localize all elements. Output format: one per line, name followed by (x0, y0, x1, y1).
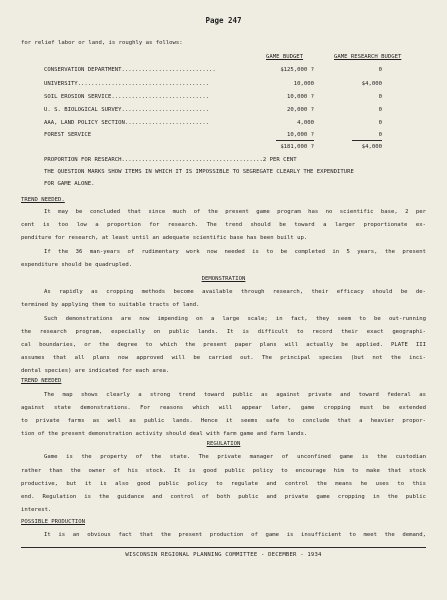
table-row (0, 66, 447, 74)
paragraph-line: penditure for research, at least until an adequate scientific base has been built up. (21, 235, 308, 241)
paragraph-line: rather than the owner of his stock. It is good public policy to encourage him to make that stock (21, 468, 426, 474)
heading-trend-needed: TREND NEEDED. (21, 197, 65, 203)
note-line: FOR GAME ALONE. (44, 181, 95, 187)
paragraph-line: Such demonstrations are now impending on a large scale; in fact, they seem to be out-running (44, 316, 426, 322)
game-budget-value: 4,000 (297, 120, 314, 126)
paragraph-line: to private farms as well as public lands. Hence it seems safe to conclude that a heavier propor- (21, 418, 426, 424)
paragraph-line: If the 36 man-years of rudimentary work now needed is to be completed in 5 years, the present (44, 249, 426, 255)
game-budget-value: $125,000 ? (280, 67, 314, 73)
paragraph-line: end. Regulation is the guidance and control of both public and private game cropping in the public (21, 494, 426, 500)
heading-demonstration: DEMONSTRATION (201, 276, 246, 282)
paragraph-line: the research program, especially on public lands. It is difficult to record their exact geographi- (21, 329, 426, 335)
research-budget-value: $4,000 (361, 81, 382, 87)
game-budget-value: 10,000 ? (287, 132, 314, 138)
table-total-row (0, 143, 447, 151)
paragraph-line: assumes that all plans now approved will be carried out. The principal species (but not the inci- (21, 355, 426, 361)
game-budget-header: GAME BUDGET (266, 54, 304, 60)
table-row (0, 131, 447, 139)
table-row (0, 119, 447, 127)
game-budget-value: 10,000 (293, 81, 314, 87)
heading-possible-production: POSSIBLE PRODUCTION (21, 519, 85, 525)
agency-name: CONSERVATION DEPARTMENT............................ (44, 67, 216, 73)
paragraph-line: interest. (21, 507, 52, 513)
footer-divider (21, 547, 426, 548)
total-rule-research (352, 140, 382, 141)
page-footer: WISCONSIN REGIONAL PLANNING COMMITTEE - DECEMBER - 1934 (125, 552, 322, 558)
paragraph-line: It is an obvious fact that the present production of game is insufficient to meet the demand, (44, 532, 426, 538)
agency-name: AAA, LAND POLICY SECTION......................... (44, 120, 210, 126)
agency-name: U. S. BIOLOGICAL SURVEY.......................... (44, 107, 210, 113)
budget-table-header (0, 53, 447, 61)
research-budget-header: GAME RESEARCH BUDGET (334, 54, 402, 60)
paragraph-line: The map shows clearly a strong trend toward public as against private and toward federal as (44, 392, 426, 398)
heading-trend-needed-2: TREND NEEDED (21, 378, 62, 384)
game-budget-total: $181,000 ? (280, 144, 314, 150)
research-budget-value: 0 (378, 94, 382, 100)
research-budget-value: 0 (378, 120, 382, 126)
agency-name: FOREST SERVICE (44, 132, 92, 138)
research-budget-value: 0 (378, 132, 382, 138)
research-budget-value: 0 (378, 67, 382, 73)
proportion-line: PROPORTION FOR RESEARCH..........................................2 PER CENT (44, 157, 297, 163)
intro-line: for relief labor or land, is roughly as follows: (21, 40, 183, 46)
paragraph-line: termined by applying them to suitable tracts of land. (21, 302, 200, 308)
total-rule-game (276, 140, 314, 141)
table-row (0, 80, 447, 88)
agency-name: UNIVERSITY....................................... (44, 81, 210, 87)
paragraph-line: It may be concluded that since much of the present game program has no scientific base, 2 per (44, 209, 426, 215)
game-budget-value: 20,000 ? (287, 107, 314, 113)
paragraph-line: productive, but it is also good public policy to regulate and control the means he uses to this (21, 481, 426, 487)
note-line: THE QUESTION MARKS SHOW ITEMS IN WHICH IT IS IMPOSSIBLE TO SEGREGATE CLEARLY THE EXPENDITURE (44, 169, 354, 175)
table-row (0, 93, 447, 101)
page-number: Page 247 (205, 16, 242, 25)
paragraph-line: tion of the present demonstration activity should deal with farm game and farm lands. (21, 431, 308, 437)
heading-regulation: REGULATION (206, 441, 241, 447)
paragraph-line: cal boundaries, or the degree to which the present paper plans will actually be applied. PLATE III (21, 342, 426, 348)
table-row (0, 106, 447, 114)
paragraph-line: expenditure should be quadrupled. (21, 262, 133, 268)
research-budget-total: $4,000 (361, 144, 382, 150)
paragraph-line: dental species) are indicated for each area. (21, 368, 170, 374)
paragraph-line: As rapidly as cropping methods become available through research, their efficacy should be de- (44, 289, 426, 295)
agency-name: SOIL EROSION SERVICE............................. (44, 94, 210, 100)
paragraph-line: against state demonstrations. For reasons which will appear later, game cropping must be extended (21, 405, 426, 411)
paragraph-line: cent is too low a proportion for research. The trend should be toward a larger proportionate ex- (21, 222, 426, 228)
game-budget-value: 10,000 ? (287, 94, 314, 100)
paragraph-line: Game is the property of the state. The private manager of unconfined game is the custodian (44, 454, 426, 460)
research-budget-value: 0 (378, 107, 382, 113)
